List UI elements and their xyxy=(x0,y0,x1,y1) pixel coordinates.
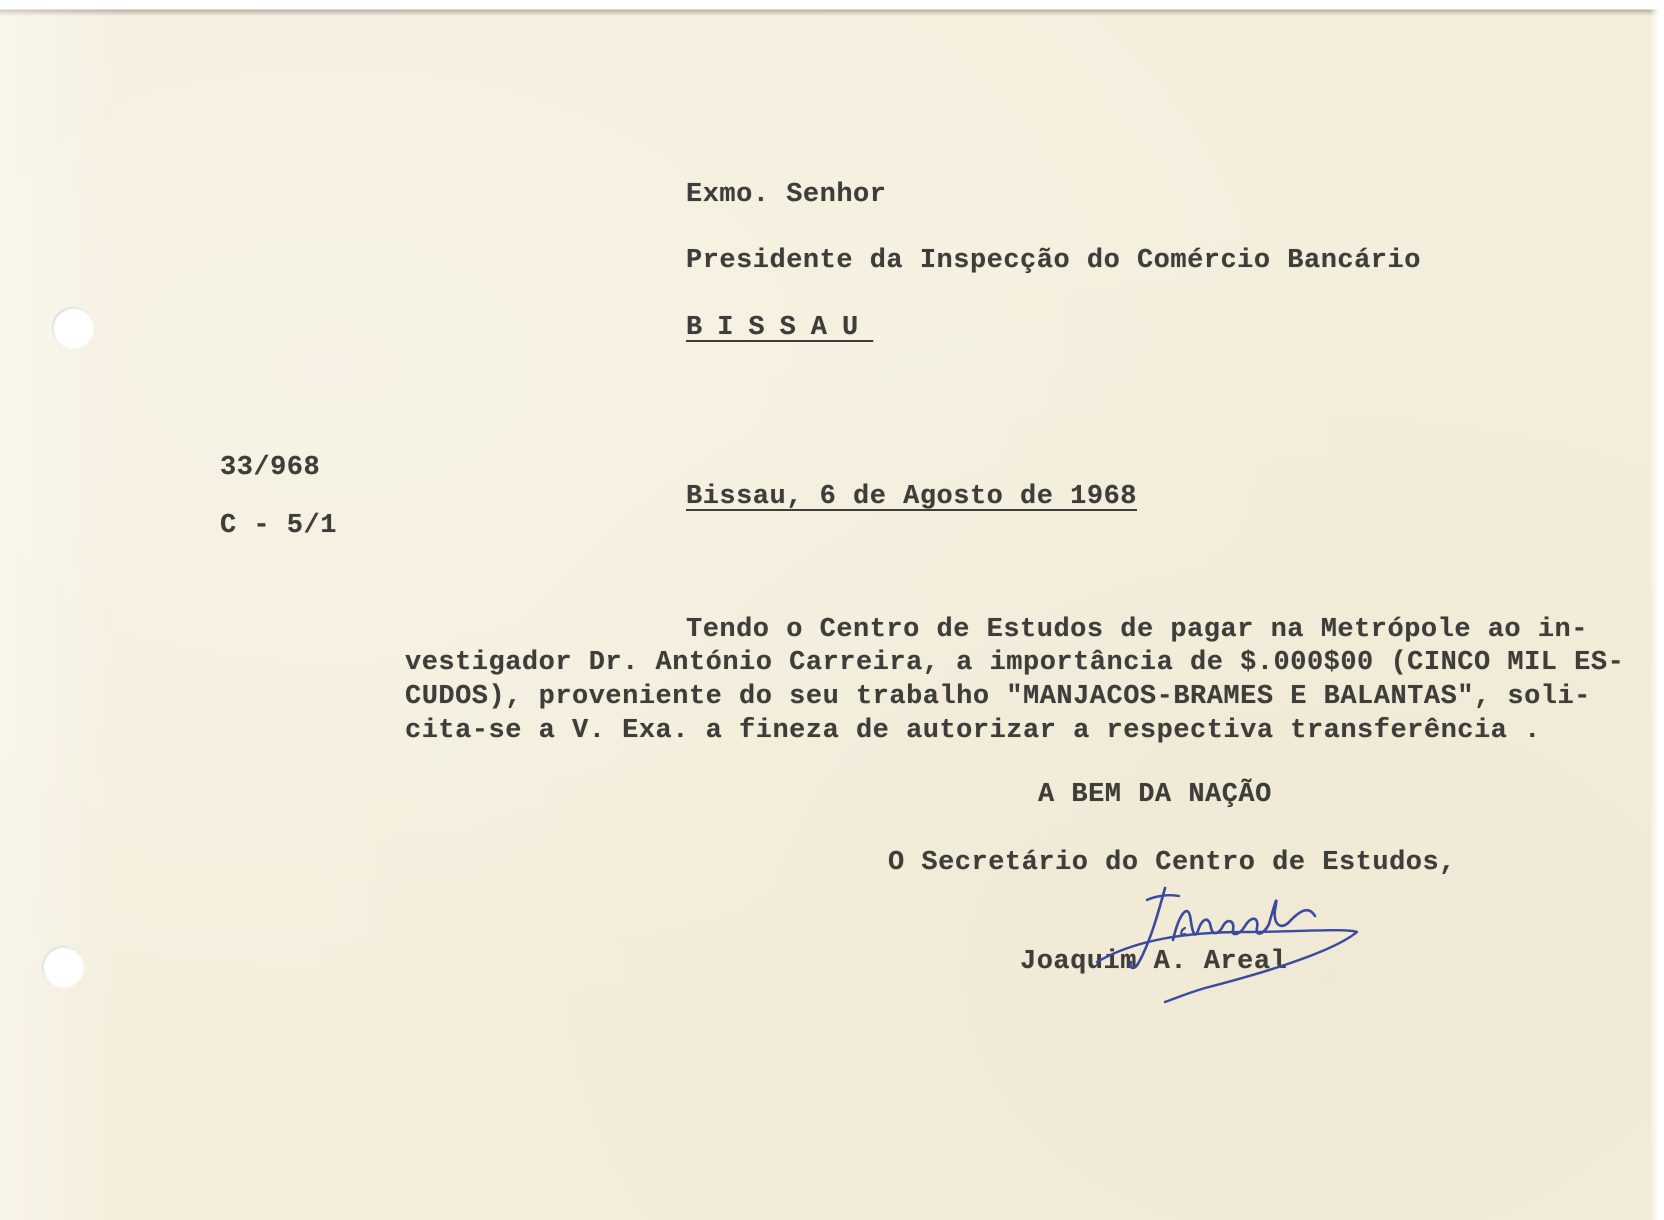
paper-top-edge xyxy=(0,0,1664,16)
reference-code: C - 5/1 xyxy=(220,511,337,541)
salutation: Exmo. Senhor xyxy=(686,180,887,210)
paper-right-edge xyxy=(1650,0,1664,1220)
signer-title: O Secretário do Centro de Estudos, xyxy=(888,848,1456,878)
body-line: vestigador Dr. António Carreira, a importância de $.000$00 (CINCO MIL ES- xyxy=(405,648,1625,678)
punch-hole-top xyxy=(52,307,94,349)
punch-hole-bottom xyxy=(42,946,84,988)
closing-phrase: A BEM DA NAÇÃO xyxy=(1038,780,1272,810)
paper-left-shading xyxy=(0,0,120,1220)
body-line: CUDOS), proveniente do seu trabalho "MANJACOS-BRAMES E BALANTAS", soli- xyxy=(405,682,1591,712)
signer-name: Joaquim A. Areal xyxy=(1020,947,1288,977)
body-line: cita-se a V. Exa. a fineza de autorizar a respectiva transferência . xyxy=(405,716,1541,746)
letter-date: Bissau, 6 de Agosto de 1968 xyxy=(686,482,1137,512)
body-line: Tendo o Centro de Estudos de pagar na Metrópole ao in- xyxy=(686,615,1588,645)
recipient: Presidente da Inspecção do Comércio Bancário xyxy=(686,246,1421,276)
reference-number: 33/968 xyxy=(220,453,321,483)
handwritten-signature xyxy=(1095,870,1365,1010)
recipient-city: BISSAU xyxy=(686,313,874,343)
